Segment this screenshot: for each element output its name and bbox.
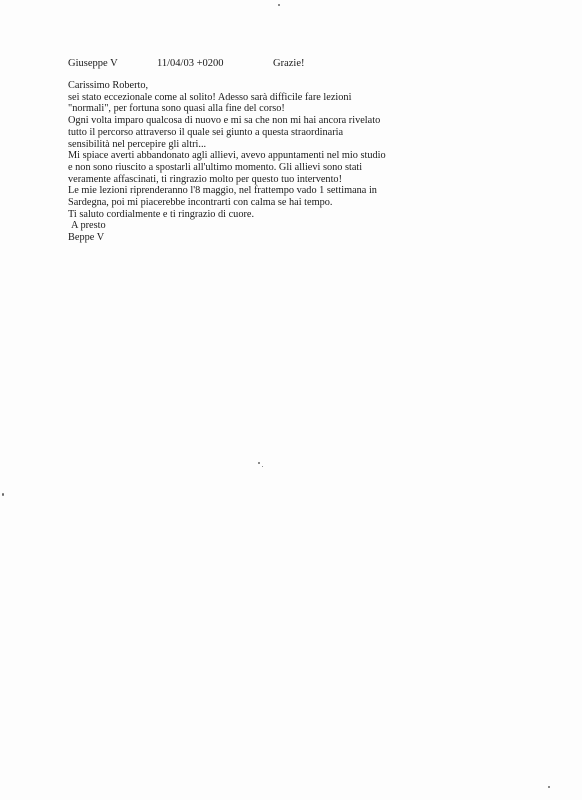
- sent-date: 11/04/03 +0200: [157, 58, 224, 69]
- signature: Beppe V: [68, 232, 105, 244]
- letter-body: [68, 80, 386, 244]
- scan-speck: [548, 786, 550, 788]
- letter-line: Mi spiace averti abbandonato agli allievi, avevo appuntamenti nel mio studio: [68, 150, 386, 162]
- closing: A presto: [71, 220, 106, 232]
- letter-line: Sardegna, poi mi piacerebbe incontrarti con calma se hai tempo.: [68, 197, 333, 209]
- email-subject: Grazie!: [273, 58, 305, 69]
- scan-speck: [262, 466, 263, 467]
- scan-speck: [2, 493, 4, 496]
- letter-line: Ti saluto cordialmente e ti ringrazio di cuore.: [68, 208, 255, 220]
- letter-line: tutto il percorso attraverso il quale sei giunto a questa straordinaria: [68, 126, 344, 138]
- letter-line: sensibilità nel percepire gli altri...: [68, 138, 207, 150]
- salutation: Carissimo Roberto,: [68, 80, 149, 91]
- email-header: [68, 57, 388, 71]
- letter-line: e non sono riuscito a spostarli all'ultimo momento. Gli allievi sono stati: [68, 161, 363, 173]
- letter-line: Ogni volta imparo qualcosa di nuovo e mi sa che non mi hai ancora rivelato: [68, 115, 381, 127]
- letter-line: "normali", per fortuna sono quasi alla fine del corso!: [68, 103, 285, 115]
- scan-speck: [278, 4, 280, 6]
- sender-name: Giuseppe V: [68, 58, 118, 69]
- scan-speck: [258, 462, 260, 464]
- letter-line: veramente affascinati, ti ringrazio molto per questo tuo intervento!: [68, 173, 343, 185]
- letter-line: sei stato eccezionale come al solito! Adesso sarà difficile fare lezioni: [68, 91, 352, 103]
- letter-line: Le mie lezioni riprenderanno l'8 maggio, nel frattempo vado 1 settimana in: [68, 185, 377, 197]
